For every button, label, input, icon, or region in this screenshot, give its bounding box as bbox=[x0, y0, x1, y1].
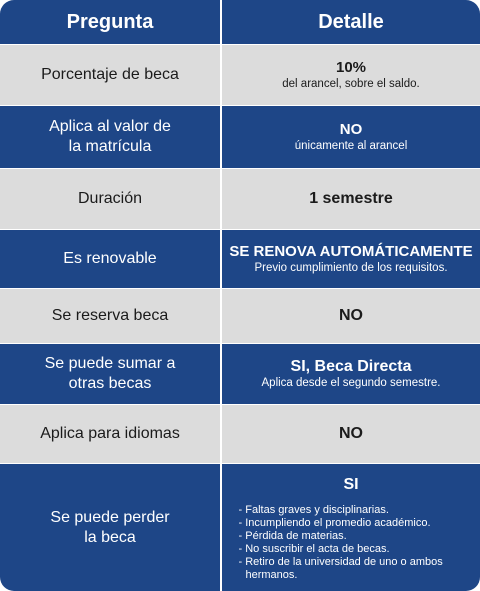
question-cell bbox=[0, 169, 220, 229]
table-row bbox=[0, 344, 480, 404]
header-detalle: Detalle bbox=[222, 0, 480, 44]
detail-cell bbox=[222, 230, 480, 288]
list-item: - Incumpliendo el promedio académico. bbox=[239, 517, 464, 530]
list-item: - Faltas graves y disciplinarias. bbox=[239, 504, 464, 517]
table-row bbox=[0, 289, 480, 343]
detail-subtitle: Previo cumplimiento de los requisitos. bbox=[254, 262, 448, 274]
detail-cell bbox=[222, 464, 480, 591]
table-row bbox=[0, 45, 480, 105]
detail-cell bbox=[222, 405, 480, 463]
detail-title: NO bbox=[339, 307, 363, 324]
question-cell bbox=[0, 464, 220, 591]
question-text: Aplica para idiomas bbox=[40, 425, 180, 442]
question-cell bbox=[0, 289, 220, 343]
question-cell bbox=[0, 344, 220, 404]
detail-title: NO bbox=[339, 425, 363, 442]
table-row bbox=[0, 230, 480, 288]
table-row bbox=[0, 405, 480, 463]
loss-reasons-list bbox=[239, 504, 464, 582]
question-cell bbox=[0, 106, 220, 168]
header-pregunta: Pregunta bbox=[0, 0, 220, 44]
question-text: Aplica al valor de la matrícula bbox=[49, 118, 171, 155]
list-item: - Retiro de la universidad de uno o ambos hermanos. bbox=[239, 556, 464, 582]
detail-title: NO bbox=[339, 121, 363, 138]
detail-cell bbox=[222, 45, 480, 105]
list-item: - Pérdida de materias. bbox=[239, 530, 464, 543]
question-text: Se reserva beca bbox=[51, 307, 169, 324]
detail-cell bbox=[222, 106, 480, 168]
detail-subtitle: del arancel, sobre el saldo. bbox=[282, 78, 420, 90]
detail-cell bbox=[222, 289, 480, 343]
question-text: Es renovable bbox=[63, 250, 157, 267]
list-item: - No suscribir el acta de becas. bbox=[239, 543, 464, 556]
question-text: Porcentaje de beca bbox=[41, 66, 179, 83]
table-header bbox=[0, 0, 480, 44]
question-text: Duración bbox=[77, 190, 143, 207]
detail-cell bbox=[222, 169, 480, 229]
detail-title: SI bbox=[343, 476, 359, 493]
detail-title: 10% bbox=[335, 59, 367, 76]
detail-title: SE RENOVA AUTOMÁTICAMENTE bbox=[229, 243, 473, 260]
question-cell bbox=[0, 230, 220, 288]
detail-title: 1 semestre bbox=[309, 190, 393, 207]
question-cell bbox=[0, 405, 220, 463]
question-text: Se puede sumar a otras becas bbox=[44, 355, 176, 392]
question-cell bbox=[0, 45, 220, 105]
table-row bbox=[0, 169, 480, 229]
table-row bbox=[0, 464, 480, 591]
table-row bbox=[0, 106, 480, 168]
detail-title: SI, Beca Directa bbox=[290, 358, 412, 375]
detail-subtitle: únicamente al arancel bbox=[294, 140, 408, 152]
detail-subtitle: Aplica desde el segundo semestre. bbox=[261, 377, 441, 389]
detail-cell bbox=[222, 344, 480, 404]
question-text: Se puede perder la beca bbox=[50, 508, 170, 546]
